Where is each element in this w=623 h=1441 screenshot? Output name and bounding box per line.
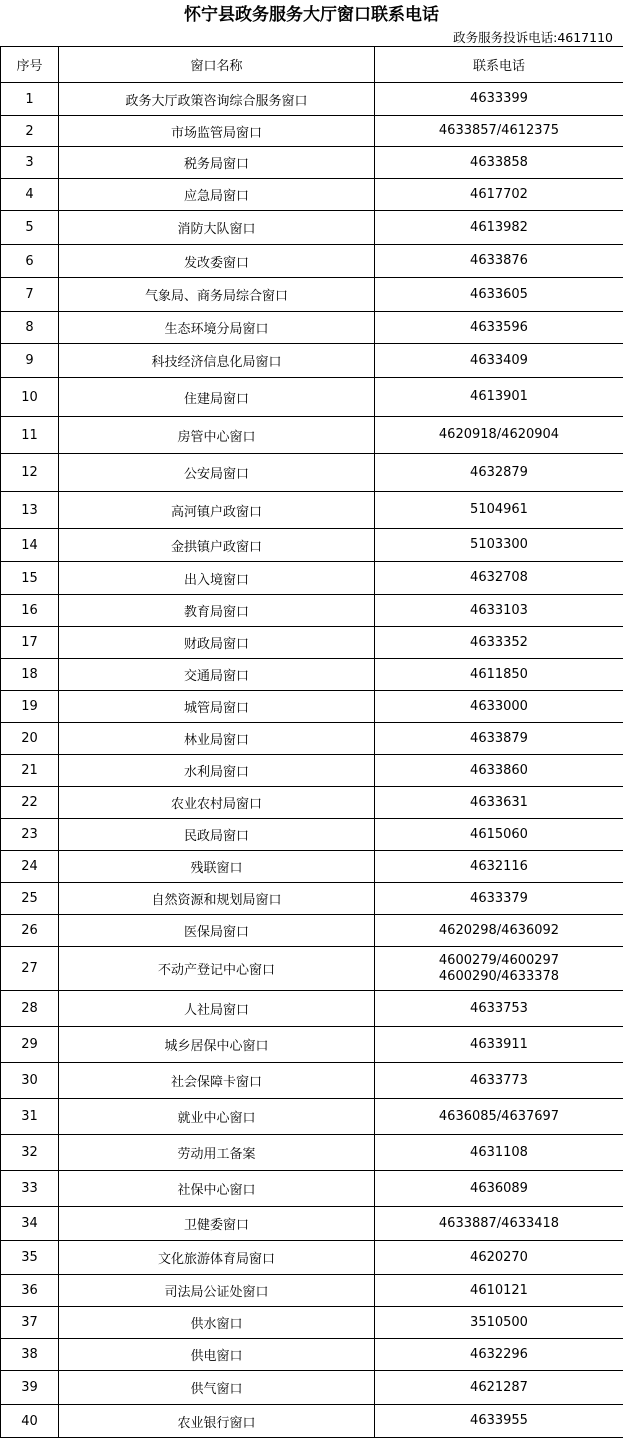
phone-cell	[375, 915, 623, 947]
row-number: 9	[1, 344, 59, 378]
phone-number: 4633753	[470, 1000, 528, 1016]
phone-cell	[375, 1135, 623, 1171]
phone-number: 4633409	[470, 352, 528, 368]
window-name: 文化旅游体育局窗口	[59, 1241, 375, 1275]
phone-cell	[375, 344, 623, 378]
phone-cell	[375, 529, 623, 562]
row-number: 13	[1, 492, 59, 529]
table-row	[1, 755, 623, 787]
phone-number: 4633000	[470, 698, 528, 714]
row-number: 18	[1, 659, 59, 691]
window-name: 林业局窗口	[59, 723, 375, 755]
phone-cell	[375, 492, 623, 529]
row-number: 37	[1, 1307, 59, 1339]
window-name: 残联窗口	[59, 851, 375, 883]
row-number: 21	[1, 755, 59, 787]
phone-number: 4633887/4633418	[438, 1215, 560, 1231]
phone-number: 4611850	[470, 666, 528, 682]
phone-cell	[375, 245, 623, 278]
phone-cell	[375, 991, 623, 1027]
table-row	[1, 691, 623, 723]
phone-cell	[375, 147, 623, 179]
row-number: 3	[1, 147, 59, 179]
window-name: 劳动用工备案	[59, 1135, 375, 1171]
row-number: 27	[1, 947, 59, 991]
phone-number: 4633773	[470, 1072, 528, 1088]
window-name: 城管局窗口	[59, 691, 375, 723]
phone-number: 4633858	[470, 154, 528, 170]
phone-cell	[375, 179, 623, 211]
phone-cell	[375, 562, 623, 595]
table-row	[1, 991, 623, 1027]
window-name: 发改委窗口	[59, 245, 375, 278]
phone-cell	[375, 659, 623, 691]
row-number: 5	[1, 211, 59, 245]
table-row	[1, 1339, 623, 1371]
phone-cell	[375, 1207, 623, 1241]
phone-cell	[375, 755, 623, 787]
window-name: 卫健委窗口	[59, 1207, 375, 1241]
table-row	[1, 417, 623, 454]
table-row	[1, 659, 623, 691]
table-row	[1, 492, 623, 529]
phone-cell	[375, 1307, 623, 1339]
window-name: 金拱镇户政窗口	[59, 529, 375, 562]
table-row	[1, 851, 623, 883]
table-row	[1, 378, 623, 417]
window-name: 就业中心窗口	[59, 1099, 375, 1135]
row-number: 6	[1, 245, 59, 278]
table-row	[1, 915, 623, 947]
phone-cell	[375, 278, 623, 312]
row-number: 34	[1, 1207, 59, 1241]
complaint-hotline: 政务服务投诉电话:4617110	[453, 30, 613, 45]
phone-number: 4617702	[470, 186, 528, 202]
window-name: 自然资源和规划局窗口	[59, 883, 375, 915]
table-row	[1, 1135, 623, 1171]
window-name: 科技经济信息化局窗口	[59, 344, 375, 378]
phone-cell	[375, 1027, 623, 1063]
window-name: 生态环境分局窗口	[59, 312, 375, 344]
table-row	[1, 312, 623, 344]
row-number: 12	[1, 454, 59, 492]
row-number: 33	[1, 1171, 59, 1207]
row-number: 22	[1, 787, 59, 819]
table-row	[1, 179, 623, 211]
row-number: 25	[1, 883, 59, 915]
table-row	[1, 529, 623, 562]
header-name: 窗口名称	[59, 47, 375, 83]
phone-cell	[375, 116, 623, 147]
phone-cell	[375, 947, 623, 991]
row-number: 24	[1, 851, 59, 883]
table-row	[1, 1027, 623, 1063]
table-row	[1, 1099, 623, 1135]
phone-cell	[375, 1339, 623, 1371]
table-row	[1, 1405, 623, 1438]
row-number: 1	[1, 83, 59, 116]
row-number: 20	[1, 723, 59, 755]
row-number: 35	[1, 1241, 59, 1275]
phone-cell	[375, 1171, 623, 1207]
phone-number: 4632296	[470, 1346, 528, 1362]
phone-number: 4633631	[470, 794, 528, 810]
window-name: 出入境窗口	[59, 562, 375, 595]
window-name: 供电窗口	[59, 1339, 375, 1371]
table-body	[1, 83, 623, 1438]
phone-cell	[375, 1275, 623, 1307]
window-name: 城乡居保中心窗口	[59, 1027, 375, 1063]
row-number: 38	[1, 1339, 59, 1371]
table-row	[1, 454, 623, 492]
phone-number: 4633857/4612375	[438, 123, 560, 138]
window-name: 社会保障卡窗口	[59, 1063, 375, 1099]
phone-number: 4632116	[470, 858, 528, 874]
table-row	[1, 787, 623, 819]
table-row	[1, 1171, 623, 1207]
row-number: 30	[1, 1063, 59, 1099]
phone-cell	[375, 883, 623, 915]
window-name: 税务局窗口	[59, 147, 375, 179]
window-name: 政务大厅政策咨询综合服务窗口	[59, 83, 375, 116]
phone-cell	[375, 691, 623, 723]
phone-number: 4615060	[470, 826, 528, 842]
table-row	[1, 211, 623, 245]
window-name: 房管中心窗口	[59, 417, 375, 454]
phone-number: 4633605	[470, 286, 528, 302]
phone-cell	[375, 312, 623, 344]
phone-number: 4610121	[470, 1282, 528, 1298]
window-name: 不动产登记中心窗口	[59, 947, 375, 991]
phone-number: 4620918/4620904	[438, 427, 560, 442]
row-number: 10	[1, 378, 59, 417]
table-row	[1, 883, 623, 915]
table-row	[1, 344, 623, 378]
phone-cell	[375, 723, 623, 755]
table-row	[1, 116, 623, 147]
window-name: 财政局窗口	[59, 627, 375, 659]
window-name: 教育局窗口	[59, 595, 375, 627]
phone-number: 4632708	[470, 570, 528, 585]
window-name: 高河镇户政窗口	[59, 492, 375, 529]
table-row	[1, 1241, 623, 1275]
phone-cell	[375, 595, 623, 627]
table-row	[1, 147, 623, 179]
table-row	[1, 245, 623, 278]
row-number: 31	[1, 1099, 59, 1135]
header-no: 序号	[1, 47, 59, 83]
phone-number: 4613982	[470, 219, 528, 235]
table-row	[1, 278, 623, 312]
phone-number: 4633103	[470, 602, 528, 618]
row-number: 28	[1, 991, 59, 1027]
phone-cell	[375, 627, 623, 659]
window-name: 社保中心窗口	[59, 1171, 375, 1207]
table-row	[1, 562, 623, 595]
phone-cell	[375, 454, 623, 492]
row-number: 2	[1, 116, 59, 147]
page-title: 怀宁县政务服务大厅窗口联系电话	[184, 5, 439, 25]
window-name: 市场监管局窗口	[59, 116, 375, 147]
row-number: 17	[1, 627, 59, 659]
window-name: 民政局窗口	[59, 819, 375, 851]
window-name: 消防大队窗口	[59, 211, 375, 245]
row-number: 8	[1, 312, 59, 344]
phone-number: 4633352	[470, 634, 528, 650]
phone-cell	[375, 851, 623, 883]
phone-number: 4633379	[470, 890, 528, 906]
phone-cell	[375, 819, 623, 851]
row-number: 4	[1, 179, 59, 211]
row-number: 39	[1, 1371, 59, 1405]
row-number: 40	[1, 1405, 59, 1438]
phone-number: 4633860	[470, 762, 528, 778]
phone-cell	[375, 1241, 623, 1275]
phone-number: 5104961	[470, 502, 528, 517]
header-row	[1, 47, 623, 83]
phone-number: 4620298/4636092	[438, 922, 560, 938]
phone-number: 4631108	[470, 1144, 528, 1160]
phone-cell	[375, 378, 623, 417]
phone-number: 4633911	[470, 1036, 528, 1052]
row-number: 19	[1, 691, 59, 723]
phone-number: 5103300	[470, 537, 528, 552]
table-row	[1, 1207, 623, 1241]
row-number: 14	[1, 529, 59, 562]
phone-number: 4633955	[470, 1413, 528, 1428]
row-number: 11	[1, 417, 59, 454]
phone-cell	[375, 1099, 623, 1135]
table-row	[1, 1307, 623, 1339]
row-number: 26	[1, 915, 59, 947]
window-name: 应急局窗口	[59, 179, 375, 211]
phone-cell	[375, 83, 623, 116]
window-name: 水利局窗口	[59, 755, 375, 787]
phone-number: 4613901	[470, 389, 528, 404]
phone-number: 4600279/4600297	[438, 952, 560, 968]
phone-number-secondary: 4600290/4633378	[438, 968, 560, 984]
row-number: 32	[1, 1135, 59, 1171]
window-name: 供气窗口	[59, 1371, 375, 1405]
table-row	[1, 723, 623, 755]
phone-number: 4632879	[470, 464, 528, 480]
window-name: 交通局窗口	[59, 659, 375, 691]
table-row	[1, 627, 623, 659]
window-name: 司法局公证处窗口	[59, 1275, 375, 1307]
row-number: 23	[1, 819, 59, 851]
row-number: 15	[1, 562, 59, 595]
phone-cell	[375, 211, 623, 245]
phone-cell	[375, 417, 623, 454]
header-phone: 联系电话	[375, 47, 623, 83]
phone-cell	[375, 1405, 623, 1438]
table-row	[1, 1063, 623, 1099]
table-row	[1, 595, 623, 627]
row-number: 36	[1, 1275, 59, 1307]
phone-number: 4636089	[470, 1180, 528, 1196]
phone-cell	[375, 1063, 623, 1099]
row-number: 7	[1, 278, 59, 312]
window-name: 供水窗口	[59, 1307, 375, 1339]
window-name: 农业农村局窗口	[59, 787, 375, 819]
phone-number: 4633399	[470, 91, 528, 106]
phone-number: 3510500	[470, 1314, 528, 1330]
table-row	[1, 819, 623, 851]
phone-number: 4636085/4637697	[438, 1108, 560, 1124]
row-number: 16	[1, 595, 59, 627]
window-name: 人社局窗口	[59, 991, 375, 1027]
phone-number: 4621287	[470, 1379, 528, 1395]
phone-number: 4633596	[470, 319, 528, 335]
contact-table	[0, 46, 623, 1438]
table-row	[1, 1371, 623, 1405]
window-name: 农业银行窗口	[59, 1405, 375, 1438]
phone-number: 4620270	[470, 1249, 528, 1265]
phone-number: 4633879	[470, 730, 528, 746]
phone-cell	[375, 1371, 623, 1405]
phone-cell	[375, 787, 623, 819]
window-name: 公安局窗口	[59, 454, 375, 492]
window-name: 住建局窗口	[59, 378, 375, 417]
window-name: 医保局窗口	[59, 915, 375, 947]
table-row	[1, 1275, 623, 1307]
table-row	[1, 83, 623, 116]
phone-number: 4633876	[470, 253, 528, 268]
table-row	[1, 947, 623, 991]
window-name: 气象局、商务局综合窗口	[59, 278, 375, 312]
row-number: 29	[1, 1027, 59, 1063]
